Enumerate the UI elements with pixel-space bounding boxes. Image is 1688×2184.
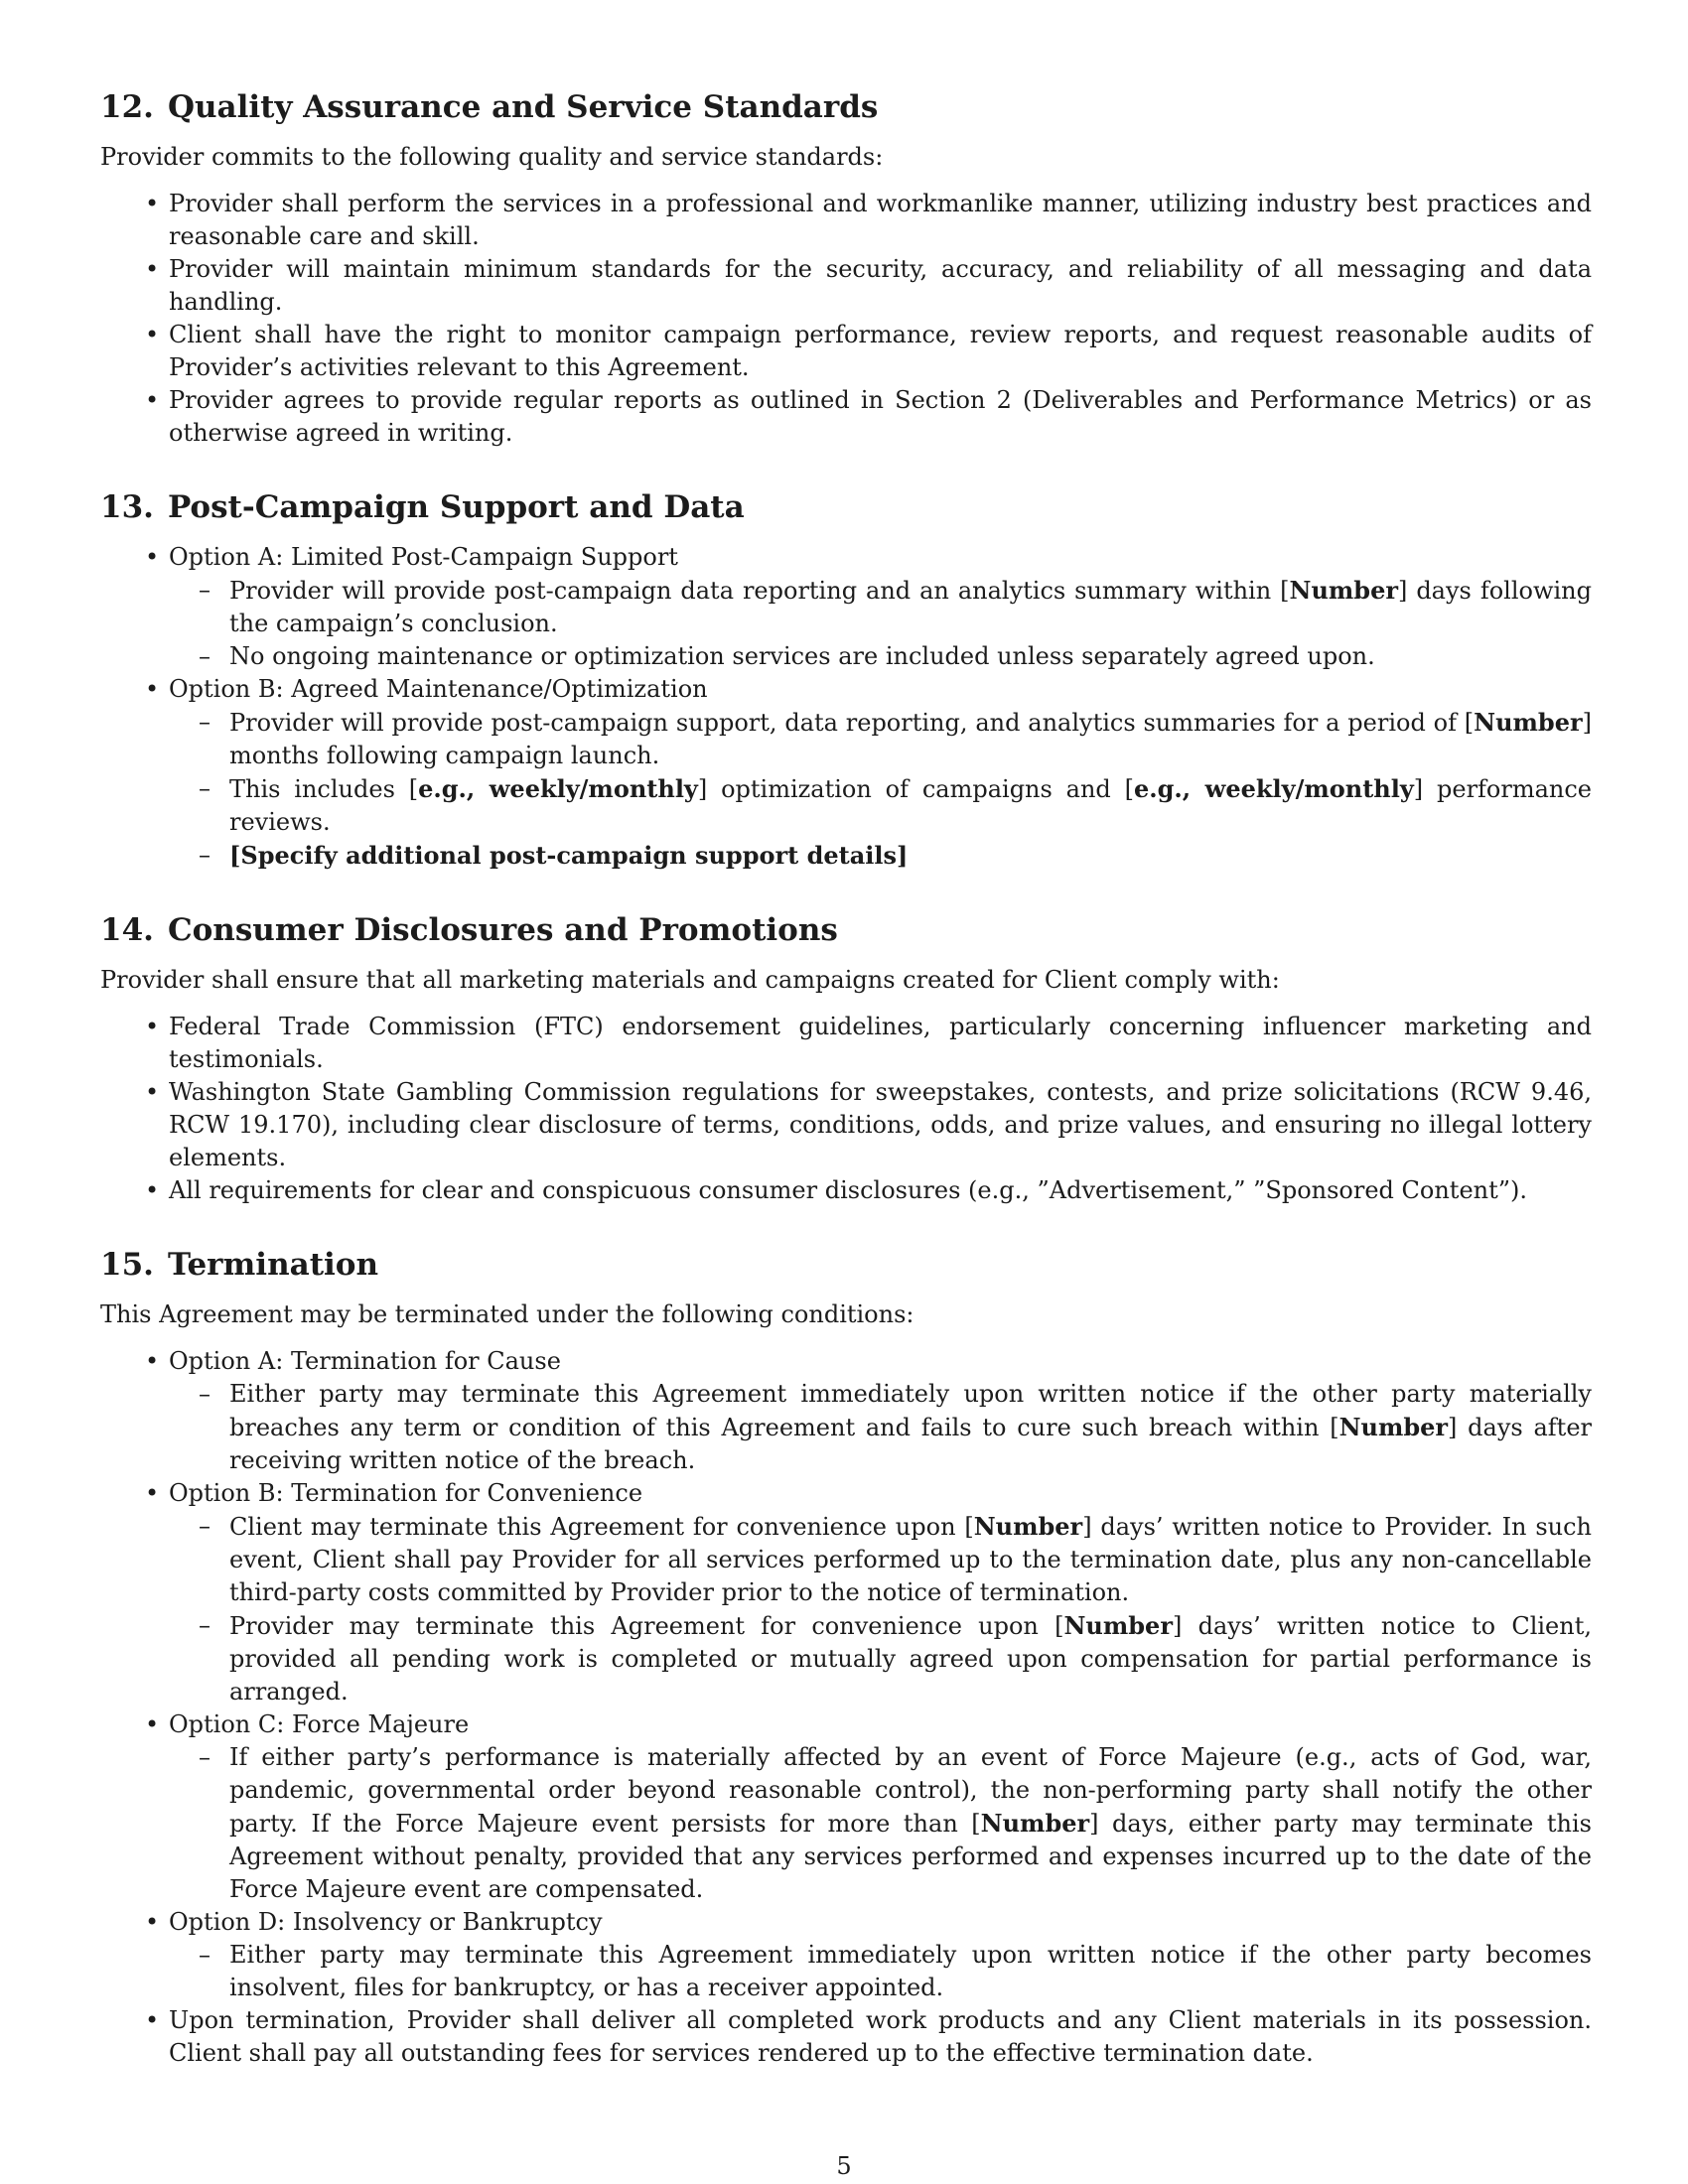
- sublist-item: – If either party’s performance is materially affected by an event of Force Majeure (e.g., acts of God, war, pandemic, governmental order beyond reasonable control), the non-performing party shall notify the other party. If the Force Majeure event persists for more than [Number] days, either party may terminate this Agreement without penalty, provided that any services performed and expenses incurred up to the date of the Force Majeure event are compensated.: [229, 1741, 1592, 1906]
- sublist-item: – Provider will provide post-campaign support, data reporting, and analytics summaries for a period of [Number] months following campaign launch.: [229, 706, 1592, 772]
- section-13-list: [100, 541, 1592, 873]
- section-15-list: [100, 1345, 1592, 2070]
- list-item: • Provider will maintain minimum standards for the security, accuracy, and reliability of all messaging and data handling.: [169, 253, 1592, 319]
- list-item: • Provider shall perform the services in a professional and workmanlike manner, utilizing industry best practices and reasonable care and skill.: [169, 188, 1592, 253]
- list-item-closing: • Upon termination, Provider shall deliver all completed work products and any Client materials in its possession. Client shall pay all outstanding fees for services rendered up to the effective termination date.: [169, 2004, 1592, 2070]
- section-12-heading: 12. Quality Assurance and Service Standards: [100, 89, 879, 125]
- placeholder-number: Number: [1474, 708, 1583, 737]
- list-item: • Federal Trade Commission (FTC) endorsement guidelines, particularly concerning influencer marketing and testimonials.: [169, 1011, 1592, 1076]
- section-14-intro: Provider shall ensure that all marketing materials and campaigns created for Client comply with:: [100, 966, 1280, 994]
- option-b-sublist: [169, 706, 1592, 873]
- list-item-option-a: • Option A: Termination for Cause – Either party may terminate this Agreement immediately upon written notice if the other party materially breaches any term or condition of this Agreement and fails to cure such breach within [Number] days after receiving written notice of the breach.: [169, 1345, 1592, 1477]
- sublist-item: – Either party may terminate this Agreement immediately upon written notice if the other party materially breaches any term or condition of this Agreement and fails to cure such breach within [Number] days after receiving written notice of the breach.: [229, 1378, 1592, 1477]
- placeholder-frequency: e.g., weekly/monthly: [418, 774, 698, 803]
- placeholder-number: Number: [1338, 1413, 1449, 1441]
- list-item-option-c: • Option C: Force Majeure – If either party’s performance is materially affected by an event of Force Majeure (e.g., acts of God, war, pandemic, governmental order beyond reasonable control), the non-performing party shall notify the other party. If the Force Majeure event persists for more than [Number] days, either party may terminate this Agreement without penalty, provided that any services performed and expenses incurred up to the date of the Force Majeure event are compensated.: [169, 1708, 1592, 1906]
- option-d-sublist: [169, 1939, 1592, 2004]
- placeholder-frequency: e.g., weekly/monthly: [1134, 774, 1414, 803]
- sublist-item: – No ongoing maintenance or optimization services are included unless separately agreed upon.: [229, 640, 1592, 673]
- page-number: 5: [836, 2152, 852, 2180]
- placeholder-details: Specify additional post-campaign support details: [240, 841, 898, 870]
- option-a-sublist: [169, 1378, 1592, 1477]
- list-item: • Washington State Gambling Commission regulations for sweepstakes, contests, and prize solicitations (RCW 9.46, RCW 19.170), including clear disclosure of terms, conditions, odds, and prize values, and ensuring no illegal lottery elements.: [169, 1076, 1592, 1174]
- option-b-sublist: [169, 1510, 1592, 1708]
- section-12-intro: Provider commits to the following quality and service standards:: [100, 143, 884, 171]
- section-15: [100, 1245, 1592, 2070]
- placeholder-number: Number: [980, 1809, 1090, 1838]
- option-a-sublist: [169, 574, 1592, 673]
- section-12: [100, 87, 1592, 450]
- option-c-sublist: [169, 1741, 1592, 1906]
- placeholder-number: Number: [1063, 1611, 1173, 1640]
- list-item: • All requirements for clear and conspicuous consumer disclosures (e.g., ”Advertisement,” ”Sponsored Content”).: [169, 1174, 1592, 1207]
- section-14-list: [100, 1011, 1592, 1207]
- list-item-option-b: • Option B: Termination for Convenience – Client may terminate this Agreement for convenience upon [Number] days’ written notice to Provider. In such event, Client shall pay Provider for all services performed up to the termination date, plus any non-cancellable third-party costs committed by Provider prior to the notice of termination. – Provider may terminate this Agreement for convenience upon [Number] days’ written notice to Client, provided all pending work is completed or mutually agreed upon compensation for partial performance is arranged.: [169, 1477, 1592, 1708]
- sublist-item: – Client may terminate this Agreement for convenience upon [Number] days’ written notice to Provider. In such event, Client shall pay Provider for all services performed up to the termination date, plus any non-cancellable third-party costs committed by Provider prior to the notice of termination.: [229, 1510, 1592, 1609]
- section-14-heading: 14. Consumer Disclosures and Promotions: [100, 912, 838, 948]
- sublist-item: – Either party may terminate this Agreement immediately upon written notice if the other party becomes insolvent, files for bankruptcy, or has a receiver appointed.: [229, 1939, 1592, 2004]
- list-item-option-d: • Option D: Insolvency or Bankruptcy – Either party may terminate this Agreement immediately upon written notice if the other party becomes insolvent, files for bankruptcy, or has a receiver appointed.: [169, 1906, 1592, 2004]
- section-13: [100, 487, 1592, 873]
- list-item: • Client shall have the right to monitor campaign performance, review reports, and request reasonable audits of Provider’s activities relevant to this Agreement.: [169, 319, 1592, 384]
- placeholder-number: Number: [973, 1512, 1083, 1541]
- section-12-list: [100, 188, 1592, 450]
- sublist-item: – [Specify additional post-campaign support details]: [229, 839, 1592, 873]
- section-14: [100, 910, 1592, 1207]
- list-item: • Provider agrees to provide regular reports as outlined in Section 2 (Deliverables and Performance Metrics) or as otherwise agreed in writing.: [169, 384, 1592, 450]
- sublist-item: – Provider will provide post-campaign data reporting and an analytics summary within [Number] days following the campaign’s conclusion.: [229, 574, 1592, 640]
- list-item-option-b: • Option B: Agreed Maintenance/Optimization – Provider will provide post-campaign support, data reporting, and analytics summaries for a period of [Number] months following campaign launch. – This includes [e.g., weekly/monthly] optimization of campaigns and [e.g., weekly/monthly] performance reviews. – [Specify additional post-campaign support details]: [169, 673, 1592, 873]
- placeholder-number: Number: [1289, 576, 1398, 605]
- list-item-option-a: • Option A: Limited Post-Campaign Support – Provider will provide post-campaign data reporting and an analytics summary within [Number] days following the campaign’s conclusion. – No ongoing maintenance or optimization services are included unless separately agreed upon.: [169, 541, 1592, 673]
- section-15-intro: This Agreement may be terminated under the following conditions:: [100, 1300, 914, 1328]
- sublist-item: – This includes [e.g., weekly/monthly] optimization of campaigns and [e.g., weekly/monthly] performance reviews.: [229, 772, 1592, 839]
- section-15-heading: 15. Termination: [100, 1247, 379, 1283]
- sublist-item: – Provider may terminate this Agreement for convenience upon [Number] days’ written notice to Client, provided all pending work is completed or mutually agreed upon compensation for partial performance is arranged.: [229, 1609, 1592, 1708]
- section-13-heading: 13. Post-Campaign Support and Data: [100, 489, 745, 525]
